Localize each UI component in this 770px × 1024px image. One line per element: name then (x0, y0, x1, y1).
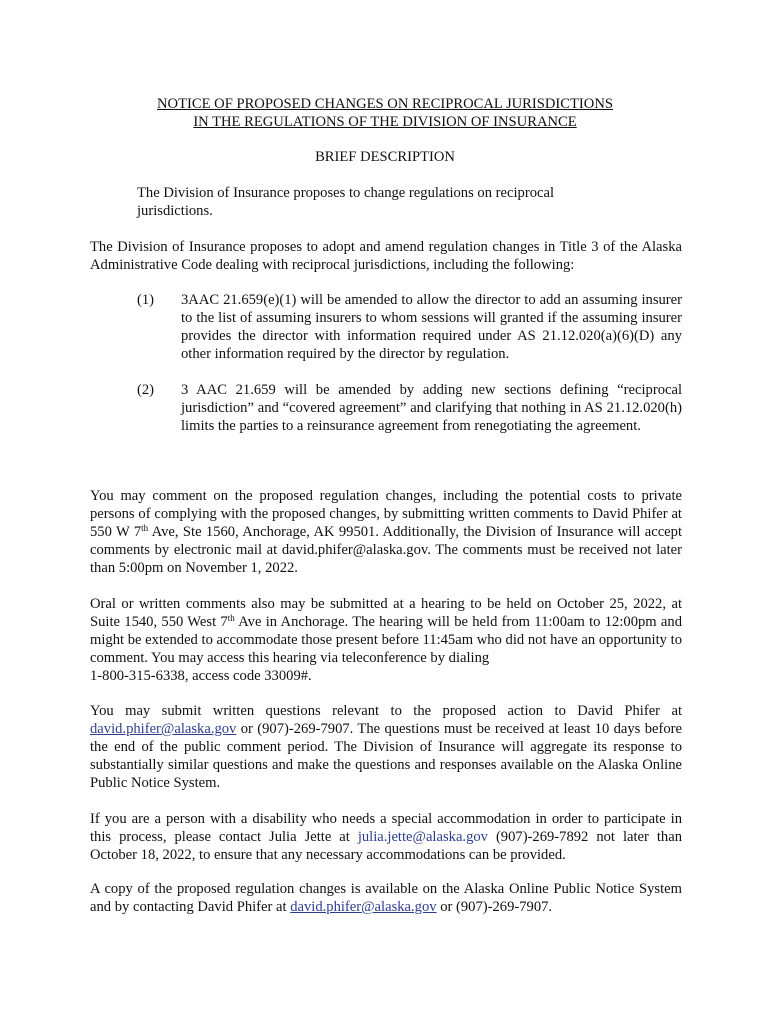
ordinal-suffix: th (227, 613, 235, 623)
comment-paragraph (90, 487, 682, 577)
teleconference-number: 1-800-315-6338, access code 33009#. (90, 668, 312, 684)
david-phifer-email-link[interactable]: david.phifer@alaska.gov (90, 721, 237, 737)
copy-text-1: A copy of the proposed regulation changes is available on the Alaska Online Public Notice System and by contacting David Phifer at (90, 881, 682, 915)
hearing-paragraph (90, 595, 682, 685)
hearing-text-1: Oral or written comments also may be submitted at a hearing to be held on October 25, 2022, at Suite 1540, 550 West 7 (90, 596, 682, 630)
julia-jette-email-link[interactable]: julia.jette@alaska.gov (357, 829, 488, 845)
disability-text-2: (907)-269-7892 not later than October 18, 2022, to ensure that any necessary accommodations can be provided. (90, 829, 682, 863)
list-item-text: 3 AAC 21.659 will be amended by adding new sections defining “reciprocal jurisdiction” and “covered agreement” and clarifying that nothing in AS 21.12.020(h) limits the parties to a reinsurance agreement from renegotiating the agreement. (181, 382, 682, 434)
hearing-text-2: Ave in Anchorage. The hearing will be held from 11:00am to 12:00pm and might be extended to accommodate those present before 11:45am who did not have an opportunity to comment. You may access this hearing via teleconference by dialing (90, 614, 682, 666)
questions-text-1: You may submit written questions relevant to the proposed action to David Phifer at (90, 703, 682, 719)
list-item-text: 3AAC 21.659(e)(1) will be amended to allow the director to add an assuming insurer to the list of assuming insurers to whom sessions will granted if the assuming insurer provides the director with information required under AS 21.12.020(a)(6)(D) any other information required by the director by regulation. (181, 292, 682, 362)
disability-paragraph (90, 810, 682, 864)
disability-text-1: If you are a person with a disability who needs a special accommodation in order to participate in this process, please contact Julia Jette at (90, 811, 682, 845)
list-item-number: (2) (137, 382, 155, 398)
list-item-number: (1) (137, 292, 155, 308)
title-line-1: NOTICE OF PROPOSED CHANGES ON RECIPROCAL JURISDICTIONS (157, 96, 613, 112)
title-line-2: IN THE REGULATIONS OF THE DIVISION OF INSURANCE (193, 114, 577, 130)
copy-paragraph (90, 880, 682, 916)
comment-text-2: Ave, Ste 1560, Anchorage, AK 99501. Additionally, the Division of Insurance will accept comments by electronic mail at david.phifer@alaska.gov. The comments must be received not later than 5:00pm on November 1, 2022. (90, 524, 682, 576)
questions-text-2: or (907)-269-7907. The questions must be received at least 10 days before the end of the public comment period. The Division of Insurance will aggregate its response to substantially similar questions and make the questions and responses available on the Alaska Online Public Notice System. (90, 721, 682, 791)
david-phifer-email-link[interactable]: david.phifer@alaska.gov (290, 899, 437, 915)
intro-paragraph: The Division of Insurance proposes to adopt and amend regulation changes in Title 3 of the Alaska Administrative Code dealing with reciprocal jurisdictions, including the following: (90, 239, 682, 273)
questions-paragraph (90, 702, 682, 792)
ordinal-suffix: th (141, 523, 149, 533)
brief-description-heading: BRIEF DESCRIPTION (315, 149, 455, 165)
brief-description-text: The Division of Insurance proposes to change regulations on reciprocal jurisdictions. (137, 185, 555, 219)
notice-title (90, 95, 680, 131)
comment-text-1: You may comment on the proposed regulation changes, including the potential costs to private persons of complying with the proposed changes, by submitting written comments to David Phifer at 550 W 7 (90, 488, 682, 540)
copy-text-2: or (907)-269-7907. (436, 899, 553, 915)
